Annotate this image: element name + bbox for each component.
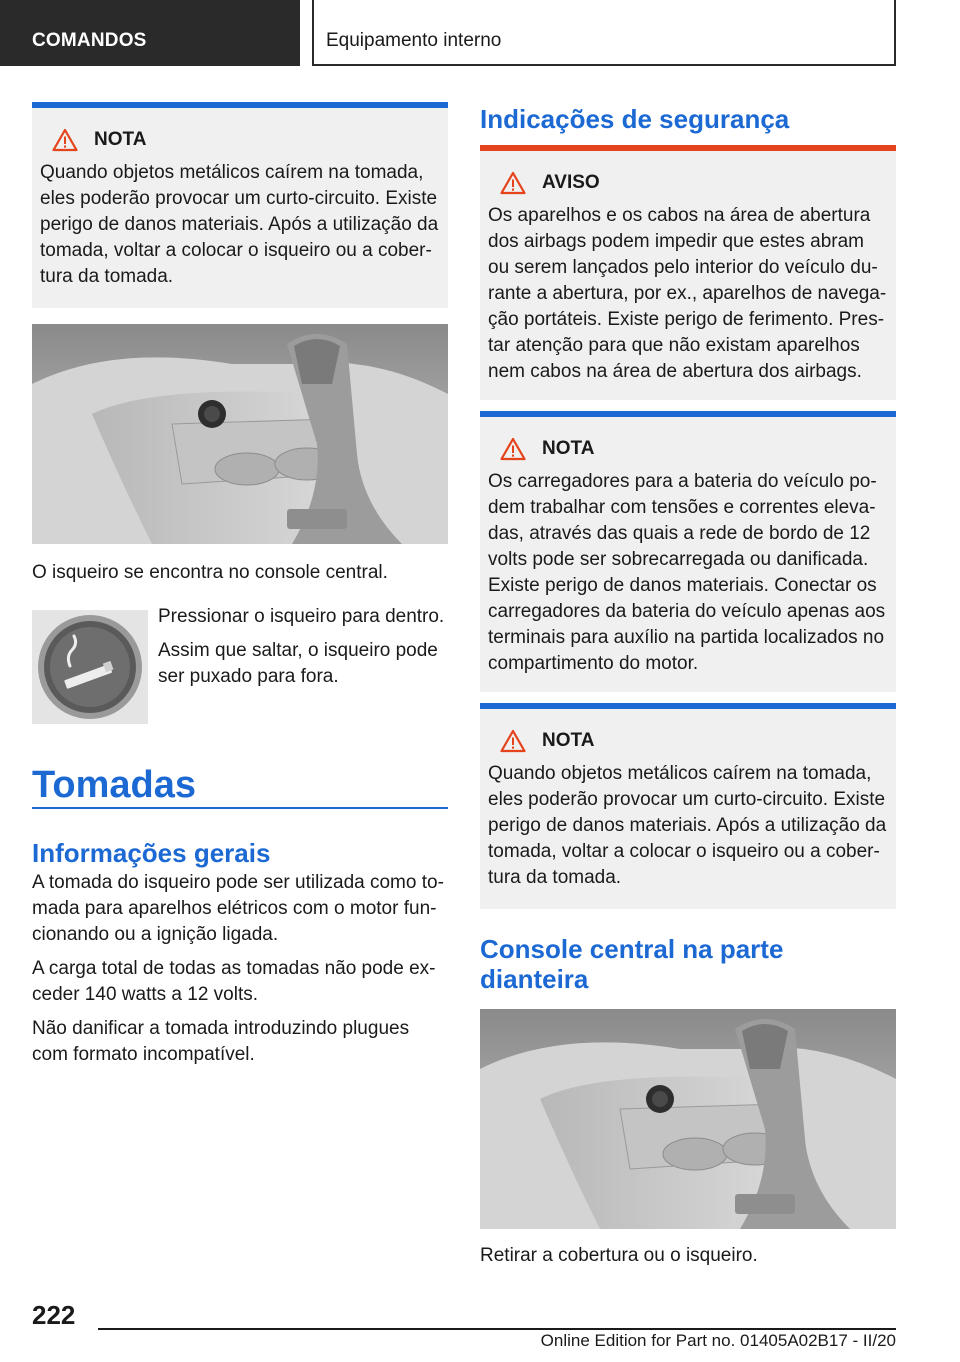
note-text: Quando objetos metálicos caírem na tomada, eles poderão provocar um curto-circuito. Existe perigo de danos materiais. Após a utilização da tomada, voltar a colocar o isqueiro ou a cobertura da tomada.: [40, 162, 439, 287]
lighter-step-2: Assim que saltar, o isqueiro pode ser puxado para fora.: [158, 640, 438, 687]
general-para-3: Não danificar a tomada introduzindo plugues com formato incompatível.: [32, 1018, 410, 1065]
note-text: Quando objetos metálicos caírem na tomada, eles poderão provocar um curto-circuito. Existe perigo de danos materiais. Após a utilização da tomada, voltar a colocar o isqueiro ou a cobertura da tomada.: [488, 763, 887, 888]
header-chapter-label: Equipamento interno: [326, 30, 502, 51]
footer-rule: [98, 1328, 896, 1330]
center-console-photo: [32, 324, 448, 544]
front-console-section: [480, 934, 896, 994]
note-title-row: [52, 128, 440, 152]
lighter-step-1: Pressionar o isqueiro para dentro.: [158, 606, 445, 627]
section-title-tomadas: Tomadas: [32, 764, 197, 806]
warning-box: [480, 145, 896, 400]
photo-caption-text: Retirar a cobertura ou o isqueiro.: [480, 1245, 758, 1266]
front-console-photo: [480, 1009, 896, 1229]
photo-caption-left: [32, 560, 448, 594]
subsection-title-front-console: Console central na parte dianteira: [480, 934, 784, 994]
lighter-instructions: [158, 604, 448, 698]
note-title: NOTA: [542, 438, 595, 459]
footer-edition: Online Edition for Part no. 01405A02B17 - II/20: [540, 1331, 896, 1350]
safety-section: [480, 104, 896, 134]
photo-caption-right: [480, 1243, 896, 1277]
warning-triangle-icon: [500, 729, 526, 753]
header-section-label: COMANDOS: [32, 30, 147, 51]
section-title-safety: Indicações de segurança: [480, 104, 790, 134]
note-title: NOTA: [542, 730, 595, 751]
note-box-right-2: [480, 703, 896, 909]
warning-triangle-icon: [500, 171, 526, 195]
warning-triangle-icon: [500, 437, 526, 461]
general-para-2: A carga total de todas as tomadas não pode exceder 140 watts a 12 volts.: [32, 958, 436, 1005]
note-box-right-1: [480, 411, 896, 692]
header-section-tab: [0, 0, 300, 66]
warning-title: AVISO: [542, 172, 600, 193]
section-rule: [32, 807, 448, 809]
note-box-left: [32, 102, 448, 308]
warning-title-row: [500, 171, 888, 195]
warning-text: Os aparelhos e os cabos na área de abertura dos airbags podem impedir que estes abram ou serem lançados pelo interior do veículo durante a abertura, por ex., aparelhos de navegação portáteis. Existe perigo de ferimento. Prestar atenção para que não existam aparelhos nem cabos na área de abertura dos airbags.: [488, 205, 887, 382]
note-title: NOTA: [94, 129, 147, 150]
note-title-row: [500, 729, 888, 753]
photo-caption-text: O isqueiro se encontra no console central.: [32, 562, 388, 583]
note-text: Os carregadores para a bateria do veículo podem trabalhar com tensões e correntes elevadas, através das quais a rede de bordo de 12 volts pode ser sobrecarregada ou danificada. Existe perigo de danos materiais. Conectar os carregadores da bateria do veículo apenas aos terminais para auxílio na partida localizados no compartimento do motor.: [488, 471, 886, 674]
header-chapter-tab: [312, 0, 896, 66]
lighter-button-image: [32, 610, 148, 724]
page-number: 222: [32, 1300, 76, 1330]
subsection-title-general: Informações gerais: [32, 838, 271, 868]
general-para-1: A tomada do isqueiro pode ser utilizada como tomada para aparelhos elétricos com o motor funcionando ou a ignição ligada.: [32, 872, 444, 945]
warning-triangle-icon: [52, 128, 78, 152]
note-title-row: [500, 437, 888, 461]
general-info-section: [32, 838, 448, 1076]
